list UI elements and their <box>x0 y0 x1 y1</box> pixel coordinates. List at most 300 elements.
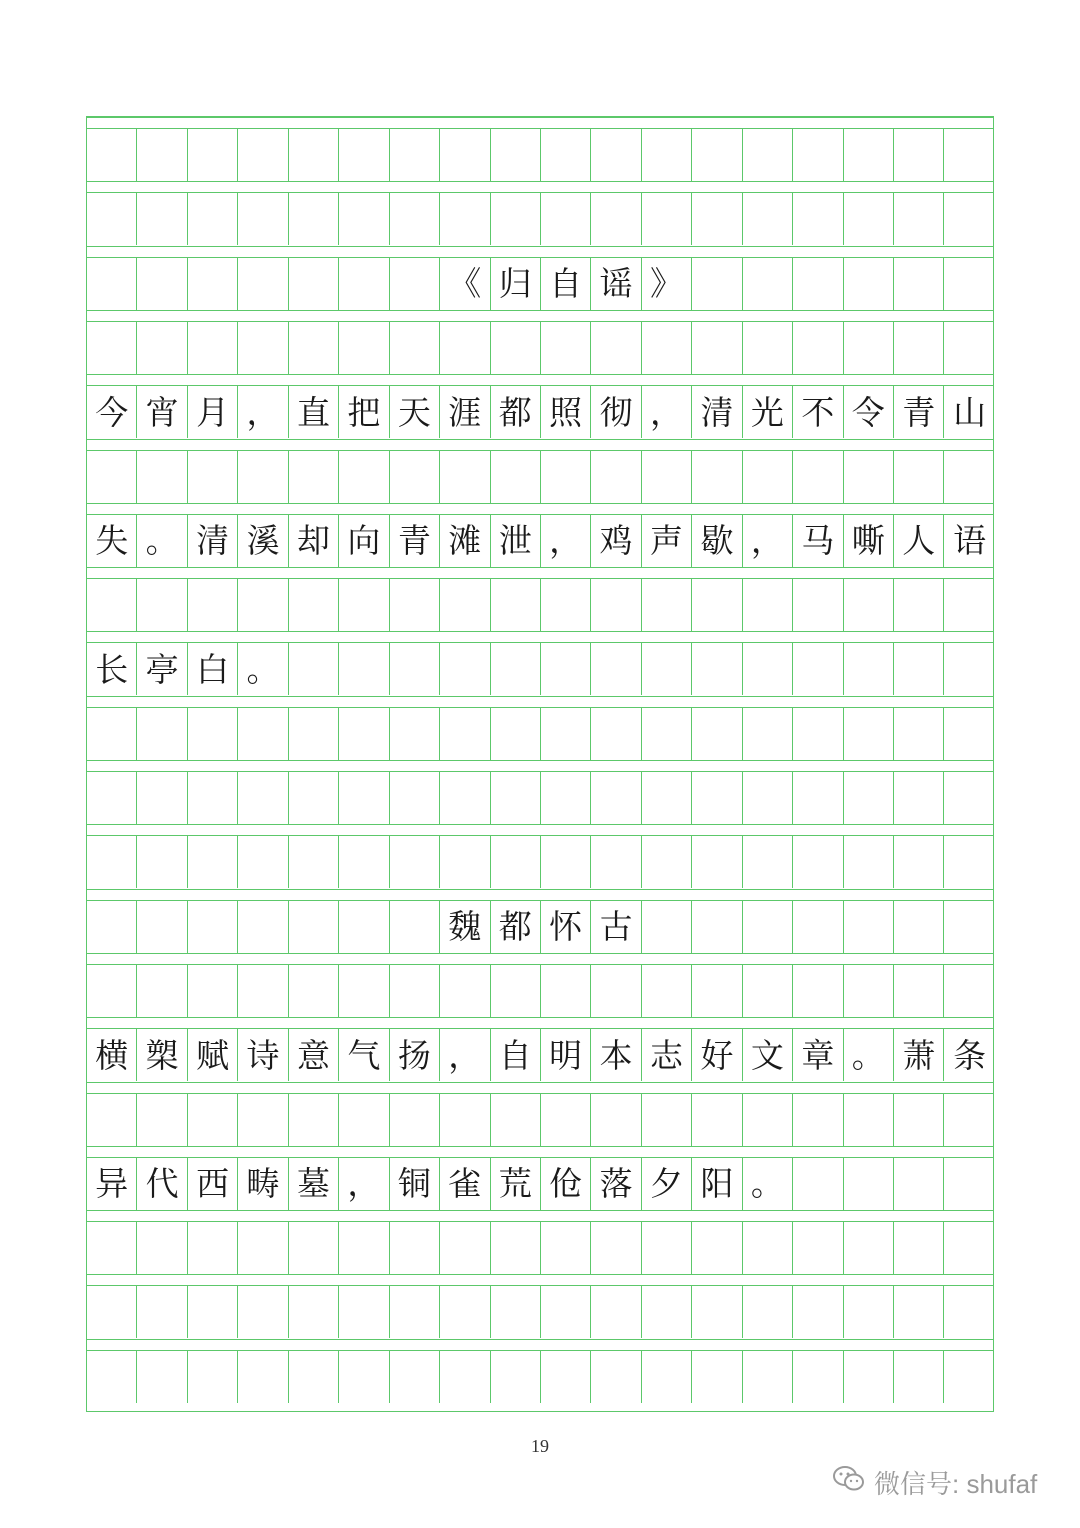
grid-cell <box>339 836 389 888</box>
grid-cell: 好 <box>692 1029 742 1081</box>
grid-cell <box>642 129 692 181</box>
grid-cell: 荒 <box>491 1158 541 1210</box>
grid-cell <box>944 579 994 631</box>
grid-cell <box>339 129 389 181</box>
grid-cell <box>188 322 238 374</box>
grid-cell <box>944 643 994 695</box>
grid-cell: 令 <box>844 386 894 438</box>
grid-cell <box>87 1286 137 1338</box>
grid-cell <box>339 643 389 695</box>
grid-cell: 天 <box>390 386 440 438</box>
grid-cell <box>894 1094 944 1146</box>
grid-row <box>87 386 993 438</box>
grid-cell <box>591 451 641 503</box>
grid-cell <box>238 901 288 953</box>
grid-cell <box>440 643 490 695</box>
grid-cell <box>844 193 894 245</box>
grid-cell <box>390 965 440 1017</box>
grid-cell <box>339 258 389 310</box>
grid-cell <box>793 129 843 181</box>
grid-cell <box>390 322 440 374</box>
grid-cell: 代 <box>137 1158 187 1210</box>
grid-cell <box>188 1094 238 1146</box>
grid-cell <box>743 1351 793 1403</box>
grid-cell <box>642 772 692 824</box>
grid-cell: 西 <box>188 1158 238 1210</box>
grid-cell <box>743 451 793 503</box>
grid-cell <box>642 1222 692 1274</box>
grid-cell: 今 <box>87 386 137 438</box>
grid-cell <box>793 1158 843 1210</box>
grid-cell <box>137 965 187 1017</box>
grid-spacer-band <box>87 760 993 772</box>
grid-cell <box>541 708 591 760</box>
grid-cell <box>390 1094 440 1146</box>
grid-row <box>87 1094 993 1146</box>
grid-cell <box>894 129 944 181</box>
grid-cell: 彻 <box>591 386 641 438</box>
grid-cell: 落 <box>591 1158 641 1210</box>
grid-cell <box>692 129 742 181</box>
grid-cell <box>137 772 187 824</box>
grid-cell <box>642 901 692 953</box>
grid-cell <box>137 579 187 631</box>
grid-cell <box>894 772 944 824</box>
grid-cell <box>793 322 843 374</box>
grid-cell <box>390 579 440 631</box>
grid-cell <box>289 836 339 888</box>
grid-cell <box>390 708 440 760</box>
grid-cell <box>339 901 389 953</box>
grid-cell <box>87 193 137 245</box>
grid-cell: 却 <box>289 515 339 567</box>
grid-cell: 异 <box>87 1158 137 1210</box>
grid-cell <box>894 451 944 503</box>
grid-cell <box>87 1094 137 1146</box>
grid-cell <box>188 579 238 631</box>
grid-cell <box>944 1158 994 1210</box>
grid-cell <box>289 322 339 374</box>
grid-cell: 都 <box>491 901 541 953</box>
grid-cell <box>339 1094 389 1146</box>
grid-cell <box>87 579 137 631</box>
grid-cell: 条 <box>953 1035 987 1075</box>
grid-cell <box>137 258 187 310</box>
grid-cell <box>844 1094 894 1146</box>
grid-cell: 月 <box>188 386 238 438</box>
grid-cell <box>289 579 339 631</box>
grid-cell <box>87 451 137 503</box>
grid-cell <box>238 451 288 503</box>
grid-cell: 章 <box>793 1029 843 1081</box>
grid-cell <box>894 1222 944 1274</box>
grid-cell <box>87 129 137 181</box>
grid-spacer-band <box>87 696 993 708</box>
wechat-icon <box>832 1464 866 1501</box>
grid-cell: 明 <box>541 1029 591 1081</box>
grid-cell <box>894 1286 944 1338</box>
grid-cell <box>339 1351 389 1403</box>
grid-cell <box>591 129 641 181</box>
grid-cell <box>844 1286 894 1338</box>
grid-cell: 谣 <box>591 258 641 310</box>
grid-cell: 泄 <box>491 515 541 567</box>
grid-cell <box>844 708 894 760</box>
grid-cell: 怀 <box>541 901 591 953</box>
grid-cell <box>137 836 187 888</box>
grid-cell <box>743 1222 793 1274</box>
grid-cell <box>440 193 490 245</box>
grid-cell <box>339 322 389 374</box>
grid-cell <box>339 708 389 760</box>
grid-cell <box>440 1286 490 1338</box>
grid-cell <box>743 129 793 181</box>
grid-cell <box>491 1222 541 1274</box>
grid-cell <box>844 965 894 1017</box>
grid-cell <box>188 129 238 181</box>
grid-cell <box>844 129 894 181</box>
grid-cell <box>541 1222 591 1274</box>
grid-cell <box>743 193 793 245</box>
grid-cell: 赋 <box>188 1029 238 1081</box>
grid-cell: 青 <box>390 515 440 567</box>
grid-cell <box>238 1222 288 1274</box>
grid-cell <box>591 965 641 1017</box>
grid-cell: ， <box>238 386 288 438</box>
grid-cell <box>541 451 591 503</box>
grid-row <box>87 1286 993 1338</box>
grid-cell <box>642 1094 692 1146</box>
grid-cell <box>591 193 641 245</box>
grid-cell: 诗 <box>238 1029 288 1081</box>
grid-cell <box>491 1094 541 1146</box>
grid-cell <box>591 322 641 374</box>
grid-row <box>87 901 993 953</box>
grid-cell <box>743 579 793 631</box>
grid-cell <box>238 579 288 631</box>
grid-cell <box>289 772 339 824</box>
grid-cell <box>844 836 894 888</box>
grid-spacer-band <box>87 503 993 515</box>
grid-cell <box>491 129 541 181</box>
grid-cell <box>491 708 541 760</box>
grid-cell: 失 <box>87 515 137 567</box>
grid-cell <box>541 965 591 1017</box>
grid-cell <box>591 1222 641 1274</box>
grid-cell <box>390 258 440 310</box>
grid-cell <box>591 1094 641 1146</box>
grid-cell <box>894 258 944 310</box>
grid-cell <box>944 1222 994 1274</box>
grid-cell <box>591 836 641 888</box>
grid-cell: 清 <box>692 386 742 438</box>
grid-cell: 伧 <box>541 1158 591 1210</box>
grid-cell <box>743 1286 793 1338</box>
grid-cell <box>390 1286 440 1338</box>
grid-cell <box>390 901 440 953</box>
grid-cell <box>591 1286 641 1338</box>
grid-cell <box>440 1351 490 1403</box>
grid-spacer-band <box>87 246 993 258</box>
grid-cell <box>591 708 641 760</box>
grid-cell <box>692 1222 742 1274</box>
grid-cell <box>87 1222 137 1274</box>
grid-row <box>87 515 993 567</box>
grid-cell: 魏 <box>440 901 490 953</box>
grid-cell <box>793 193 843 245</box>
grid-spacer-band <box>87 567 993 579</box>
grid-cell <box>541 643 591 695</box>
grid-cell <box>692 772 742 824</box>
grid-cell <box>793 1286 843 1338</box>
grid-cell <box>541 579 591 631</box>
grid-cell: 《 <box>440 258 490 310</box>
grid-cell: 扬 <box>390 1029 440 1081</box>
grid-cell: 。 <box>238 643 288 695</box>
grid-cell <box>692 643 742 695</box>
grid-cell <box>692 901 742 953</box>
grid-cell <box>289 708 339 760</box>
grid-cell <box>87 1351 137 1403</box>
grid-cell <box>642 965 692 1017</box>
grid-cell <box>188 901 238 953</box>
grid-cell <box>440 1222 490 1274</box>
grid-spacer-band <box>87 310 993 322</box>
grid-cell <box>894 643 944 695</box>
grid-cell <box>390 129 440 181</box>
grid-row <box>87 579 993 631</box>
grid-cell <box>238 322 288 374</box>
grid-cell <box>642 322 692 374</box>
grid-cell: 人 <box>894 515 944 567</box>
grid-cell: 涯 <box>440 386 490 438</box>
grid-row <box>87 258 993 310</box>
grid-cell <box>238 708 288 760</box>
grid-cell <box>844 772 894 824</box>
grid-cell: 自 <box>541 258 591 310</box>
grid-cell <box>137 129 187 181</box>
grid-cell: 墓 <box>289 1158 339 1210</box>
grid-cell <box>491 643 541 695</box>
grid-cell <box>692 1351 742 1403</box>
grid-cell <box>289 1094 339 1146</box>
grid-cell <box>844 643 894 695</box>
grid-cell: 清 <box>188 515 238 567</box>
grid-cell <box>87 322 137 374</box>
grid-cell <box>642 451 692 503</box>
grid-cell <box>188 708 238 760</box>
grid-cell <box>591 772 641 824</box>
grid-cell <box>87 708 137 760</box>
grid-cell <box>793 965 843 1017</box>
grid-cell: 白 <box>188 643 238 695</box>
grid-cell <box>894 1351 944 1403</box>
grid-cell: 歇 <box>692 515 742 567</box>
grid-cell: 青 <box>894 386 944 438</box>
grid-cell <box>238 772 288 824</box>
grid-cell <box>137 193 187 245</box>
grid-cell <box>289 193 339 245</box>
grid-cell <box>238 1351 288 1403</box>
grid-cell <box>440 708 490 760</box>
grid-cell <box>944 1351 994 1403</box>
grid-row <box>87 1029 993 1081</box>
grid-cell <box>541 1094 591 1146</box>
grid-cell: 把 <box>339 386 389 438</box>
grid-cell <box>894 965 944 1017</box>
grid-cell: 语 <box>953 521 987 561</box>
grid-cell <box>793 258 843 310</box>
grid-cell <box>944 258 994 310</box>
grid-cell: 声 <box>642 515 692 567</box>
grid-spacer-band <box>87 1146 993 1158</box>
grid-row <box>87 965 993 1017</box>
grid-spacer-band <box>87 117 993 129</box>
grid-spacer-band <box>87 824 993 836</box>
grid-spacer-band <box>87 953 993 965</box>
grid-cell <box>743 772 793 824</box>
grid-spacer-band <box>87 439 993 451</box>
grid-cell <box>743 836 793 888</box>
grid-cell <box>541 129 591 181</box>
grid-cell <box>440 836 490 888</box>
grid-cell <box>944 322 994 374</box>
grid-row <box>87 451 993 503</box>
grid-cell <box>743 965 793 1017</box>
grid-cell: 畴 <box>238 1158 288 1210</box>
grid-cell <box>440 579 490 631</box>
grid-cell <box>188 1222 238 1274</box>
grid-cell <box>390 772 440 824</box>
grid-cell <box>440 322 490 374</box>
grid-cell <box>642 708 692 760</box>
grid-cell <box>339 451 389 503</box>
grid-cell <box>793 643 843 695</box>
grid-cell <box>440 772 490 824</box>
grid-spacer-band <box>87 1274 993 1286</box>
grid-row <box>87 708 993 760</box>
grid-cell: 归 <box>491 258 541 310</box>
grid-row <box>87 193 993 245</box>
grid-spacer-band <box>87 1210 993 1222</box>
grid-cell <box>289 643 339 695</box>
grid-cell <box>188 193 238 245</box>
grid-cell <box>491 836 541 888</box>
grid-cell <box>440 1094 490 1146</box>
grid-cell <box>743 1094 793 1146</box>
grid-cell <box>238 193 288 245</box>
grid-cell: 都 <box>491 386 541 438</box>
grid-row <box>87 1158 993 1210</box>
grid-cell <box>944 1286 994 1338</box>
grid-row <box>87 129 993 181</box>
grid-cell <box>591 643 641 695</box>
page-number: 19 <box>531 1436 549 1456</box>
grid-cell <box>894 836 944 888</box>
grid-cell <box>844 1158 894 1210</box>
grid-cell <box>87 772 137 824</box>
grid-cell <box>289 1286 339 1338</box>
grid-cell <box>944 901 994 953</box>
grid-cell <box>844 451 894 503</box>
grid-cell <box>238 1094 288 1146</box>
grid-cell <box>793 772 843 824</box>
grid-cell <box>137 1094 187 1146</box>
grid-cell: ， <box>339 1158 389 1210</box>
grid-cell <box>844 901 894 953</box>
grid-cell <box>390 193 440 245</box>
grid-row <box>87 1222 993 1274</box>
grid-cell <box>339 772 389 824</box>
grid-cell: 夕 <box>642 1158 692 1210</box>
grid-cell <box>692 708 742 760</box>
grid-cell: 文 <box>743 1029 793 1081</box>
grid-cell: 本 <box>591 1029 641 1081</box>
grid-cell <box>137 901 187 953</box>
grid-cell <box>894 193 944 245</box>
grid-cell <box>541 772 591 824</box>
grid-cell: ， <box>743 515 793 567</box>
grid-cell: 气 <box>339 1029 389 1081</box>
grid-cell <box>844 1222 894 1274</box>
grid-cell <box>793 1222 843 1274</box>
grid-cell <box>743 643 793 695</box>
grid-cell <box>844 1351 894 1403</box>
grid-cell: 山 <box>953 392 987 432</box>
grid-cell: 嘶 <box>844 515 894 567</box>
grid-cell <box>289 965 339 1017</box>
grid-cell <box>491 1286 541 1338</box>
grid-cell <box>339 579 389 631</box>
grid-cell <box>491 579 541 631</box>
grid-cell <box>491 193 541 245</box>
grid-cell: 。 <box>844 1029 894 1081</box>
grid-cell: 直 <box>289 386 339 438</box>
grid-cell <box>944 1094 994 1146</box>
grid-cell <box>793 708 843 760</box>
grid-cell <box>137 322 187 374</box>
grid-cell <box>188 772 238 824</box>
grid-spacer-band <box>87 1082 993 1094</box>
grid-cell <box>944 708 994 760</box>
grid-cell <box>289 258 339 310</box>
grid-cell <box>692 965 742 1017</box>
grid-cell <box>491 322 541 374</box>
grid-cell <box>137 708 187 760</box>
grid-cell <box>642 643 692 695</box>
writing-grid-sheet <box>86 116 994 1412</box>
grid-cell: 》 <box>642 258 692 310</box>
grid-cell <box>591 1351 641 1403</box>
grid-cell <box>844 258 894 310</box>
grid-spacer-band <box>87 374 993 386</box>
grid-cell <box>692 579 742 631</box>
grid-cell <box>188 1286 238 1338</box>
grid-cell <box>844 322 894 374</box>
grid-cell <box>137 1286 187 1338</box>
grid-cell <box>188 836 238 888</box>
grid-cell <box>87 901 137 953</box>
grid-cell <box>642 579 692 631</box>
grid-cell <box>793 1094 843 1146</box>
grid-row <box>87 1351 993 1403</box>
grid-cell <box>289 1351 339 1403</box>
grid-cell <box>188 258 238 310</box>
grid-cell <box>692 451 742 503</box>
grid-cell: 马 <box>793 515 843 567</box>
grid-cell <box>944 836 994 888</box>
grid-cell <box>238 836 288 888</box>
